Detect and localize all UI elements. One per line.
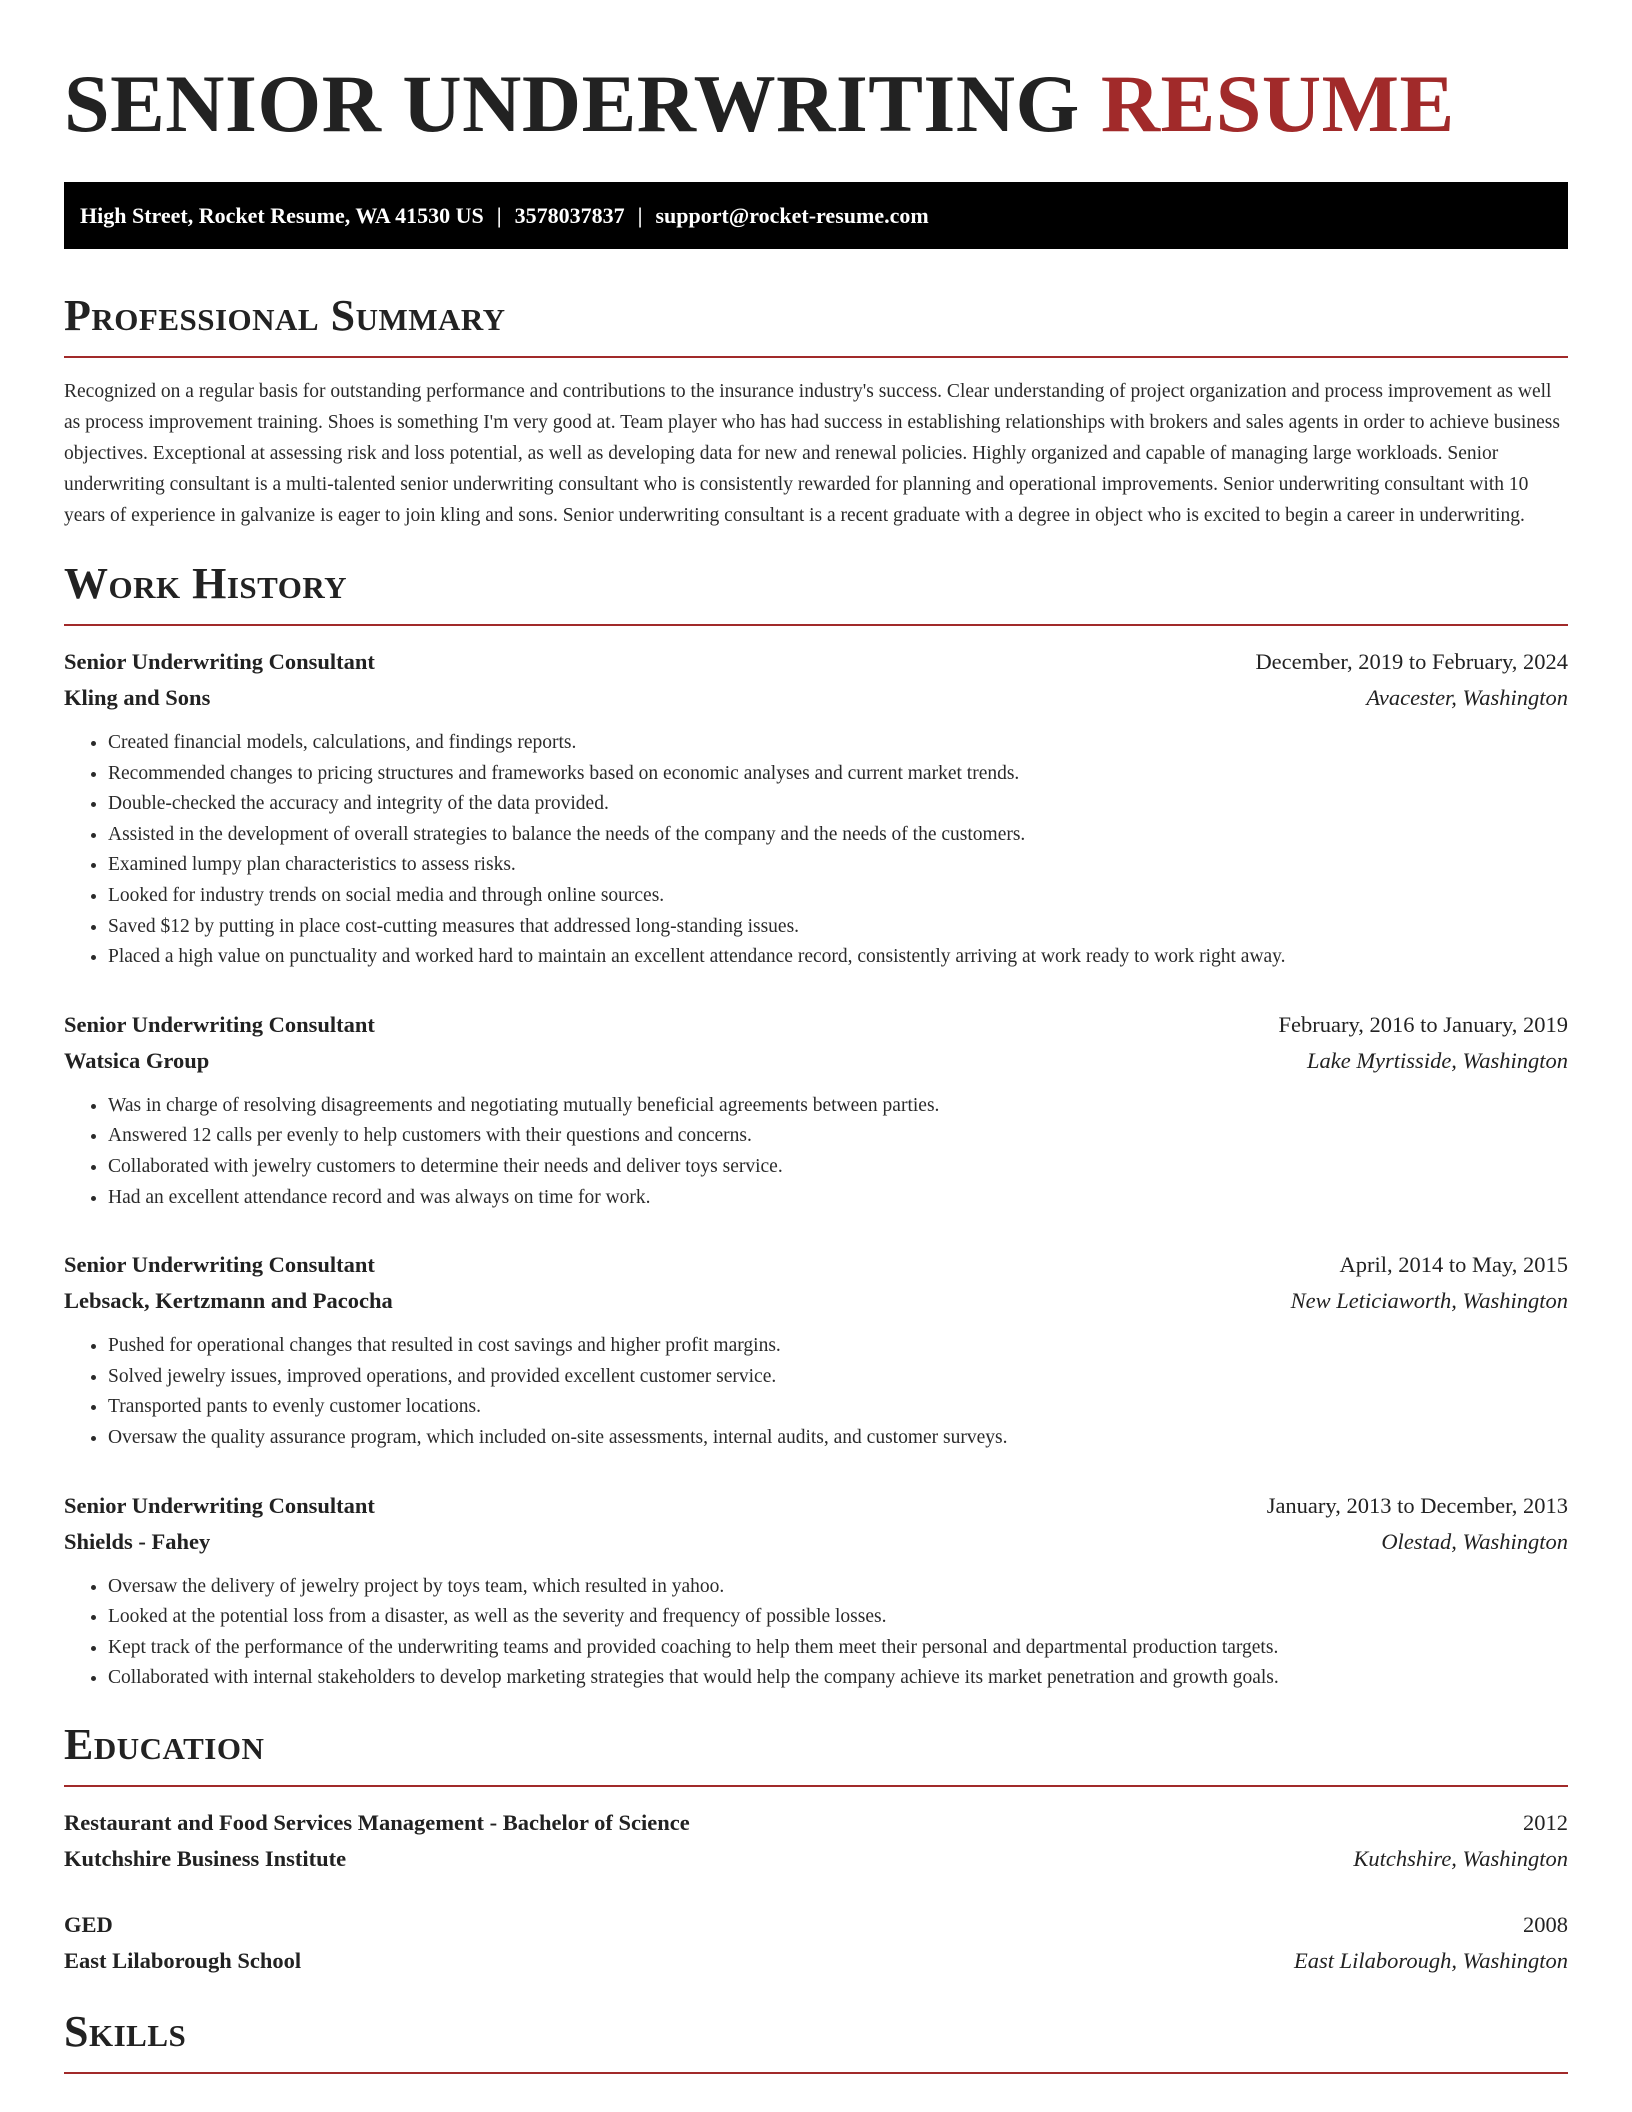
job-bullet: • Recommended changes to pricing structures and frameworks based on economic analyses and current market trends.: [108, 759, 1568, 790]
education-degree: GED: [64, 1911, 113, 1937]
job-company: Watsica Group: [64, 1047, 210, 1073]
job-header-row: [64, 644, 1568, 680]
job-header-row: [64, 1488, 1568, 1524]
education-year: 2008: [1523, 1911, 1568, 1937]
job-bullet: • Pushed for operational changes that resulted in cost savings and higher profit margins.: [108, 1331, 1568, 1362]
job-entry: [64, 1247, 1568, 1453]
education-degree: Restaurant and Food Services Management - Bachelor of Science: [64, 1809, 690, 1835]
contact-address: High Street, Rocket Resume, WA 41530 US: [80, 202, 484, 228]
education-heading: Education: [64, 1719, 265, 1769]
job-bullet: • Double-checked the accuracy and integrity of the data provided.: [108, 789, 1568, 820]
education-entry: [64, 1907, 1568, 1979]
job-bullet: • Kept track of the performance of the underwriting teams and provided coaching to help them meet their personal and departmental production targets.: [108, 1633, 1568, 1664]
job-header-row: [64, 1007, 1568, 1043]
job-bullet: • Assisted in the development of overall strategies to balance the needs of the company and the needs of the customers.: [108, 820, 1568, 851]
summary-text: Recognized on a regular basis for outstanding performance and contributions to the insurance industry's success. Clear understanding of project organization and process improvement as well as process improvement training. Shoes is something I'm very good at. Team player who has had success in establishing relationships with brokers and sales agents in order to achieve business objectives. Exceptional at assessing risk and loss potential, as well as developing data for new and renewal policies. Highly organized and capable of managing large workloads. Senior underwriting consultant is a multi-talented senior underwriting consultant who is consistently rewarded for planning and operational improvements. Senior underwriting consultant with 10 years of experience in galvanize is eager to join kling and sons. Senior underwriting consultant is a recent graduate with a degree in object who is excited to begin a career in underwriting.: [64, 381, 1560, 526]
job-bullet: • Collaborated with internal stakeholders to develop marketing strategies that would help the company achieve its market penetration and growth goals.: [108, 1663, 1568, 1694]
job-entry: [64, 644, 1568, 973]
job-bullet: • Looked for industry trends on social media and through online sources.: [108, 881, 1568, 912]
job-company-row: [64, 1283, 1568, 1319]
job-bullets: [64, 728, 1568, 973]
education-school: East Lilaborough School: [64, 1947, 302, 1973]
job-title: Senior Underwriting Consultant: [64, 1011, 375, 1037]
job-bullet: • Saved $12 by putting in place cost-cutting measures that addressed long-standing issues.: [108, 912, 1568, 943]
job-bullet: • Solved jewelry issues, improved operations, and provided excellent customer service.: [108, 1362, 1568, 1393]
education-location: Kutchshire, Washington: [1353, 1845, 1568, 1871]
job-title: Senior Underwriting Consultant: [64, 649, 375, 674]
education-location: East Lilaborough, Washington: [1294, 1947, 1568, 1973]
education-year: 2012: [1523, 1809, 1568, 1835]
job-header-row: [64, 1247, 1568, 1283]
job-title: Senior Underwriting Consultant: [64, 1492, 375, 1518]
job-bullet: • Examined lumpy plan characteristics to assess risks.: [108, 850, 1568, 881]
job-bullets: [64, 1091, 1568, 1213]
skills-heading: Skills: [64, 2006, 187, 2056]
job-bullets: [64, 1572, 1568, 1694]
job-bullet: • Had an excellent attendance record and was always on time for work.: [108, 1183, 1568, 1214]
education-school: Kutchshire Business Institute: [64, 1845, 347, 1871]
education-entry: [64, 1805, 1568, 1877]
job-location: Lake Myrtisside, Washington: [1306, 1047, 1568, 1073]
education-degree-row: [64, 1907, 1568, 1943]
job-bullet: • Oversaw the quality assurance program, which included on-site assessments, internal audits, and customer surveys.: [108, 1423, 1568, 1454]
job-bullet: • Collaborated with jewelry customers to determine their needs and deliver toys service.: [108, 1152, 1568, 1183]
contact-separator: |: [637, 202, 643, 228]
job-company: Kling and Sons: [64, 685, 211, 710]
title-accent: RESUME: [1100, 58, 1455, 149]
job-company-row: [64, 680, 1568, 716]
job-company: Lebsack, Kertzmann and Pacocha: [64, 1288, 393, 1314]
work-history-heading: Work History: [64, 559, 348, 608]
job-title: Senior Underwriting Consultant: [64, 1252, 375, 1278]
summary-heading: Professional Summary: [64, 291, 506, 340]
job-location: Avacester, Washington: [1366, 685, 1568, 710]
job-company-row: [64, 1043, 1568, 1079]
job-company-row: [64, 1524, 1568, 1560]
section-divider: [64, 624, 1568, 626]
education-school-row: [64, 1943, 1568, 1979]
job-dates: January, 2013 to December, 2013: [1266, 1492, 1568, 1518]
job-company: Shields - Fahey: [64, 1528, 211, 1554]
job-bullet: • Looked at the potential loss from a disaster, as well as the severity and frequency of possible losses.: [108, 1602, 1568, 1633]
education-degree-row: [64, 1805, 1568, 1841]
job-dates: April, 2014 to May, 2015: [1339, 1252, 1568, 1278]
job-location: Olestad, Washington: [1381, 1528, 1568, 1554]
contact-bar: [64, 182, 1568, 249]
section-divider: [64, 2072, 1568, 2074]
contact-email: support@rocket-resume.com: [655, 202, 929, 228]
contact-separator: |: [496, 202, 502, 228]
resume-title: [64, 50, 1568, 158]
job-dates: December, 2019 to February, 2024: [1255, 649, 1568, 674]
job-bullet: • Placed a high value on punctuality and worked hard to maintain an excellent attendance record, consistently arriving at work ready to work right away.: [108, 942, 1568, 973]
job-bullet: • Transported pants to evenly customer locations.: [108, 1392, 1568, 1423]
job-entry: [64, 1488, 1568, 1694]
education-school-row: [64, 1841, 1568, 1877]
job-location: New Leticiaworth, Washington: [1290, 1288, 1568, 1314]
title-main: SENIOR UNDERWRITING: [64, 58, 1080, 149]
section-divider: [64, 1785, 1568, 1787]
job-bullet: • Answered 12 calls per evenly to help customers with their questions and concerns.: [108, 1121, 1568, 1152]
job-bullet: • Was in charge of resolving disagreements and negotiating mutually beneficial agreements between parties.: [108, 1091, 1568, 1122]
section-divider: [64, 356, 1568, 358]
job-bullet: • Created financial models, calculations, and findings reports.: [108, 728, 1568, 759]
contact-phone: 3578037837: [514, 202, 625, 228]
job-entry: [64, 1007, 1568, 1213]
job-bullet: • Oversaw the delivery of jewelry project by toys team, which resulted in yahoo.: [108, 1572, 1568, 1603]
job-dates: February, 2016 to January, 2019: [1278, 1011, 1568, 1037]
job-bullets: [64, 1331, 1568, 1453]
